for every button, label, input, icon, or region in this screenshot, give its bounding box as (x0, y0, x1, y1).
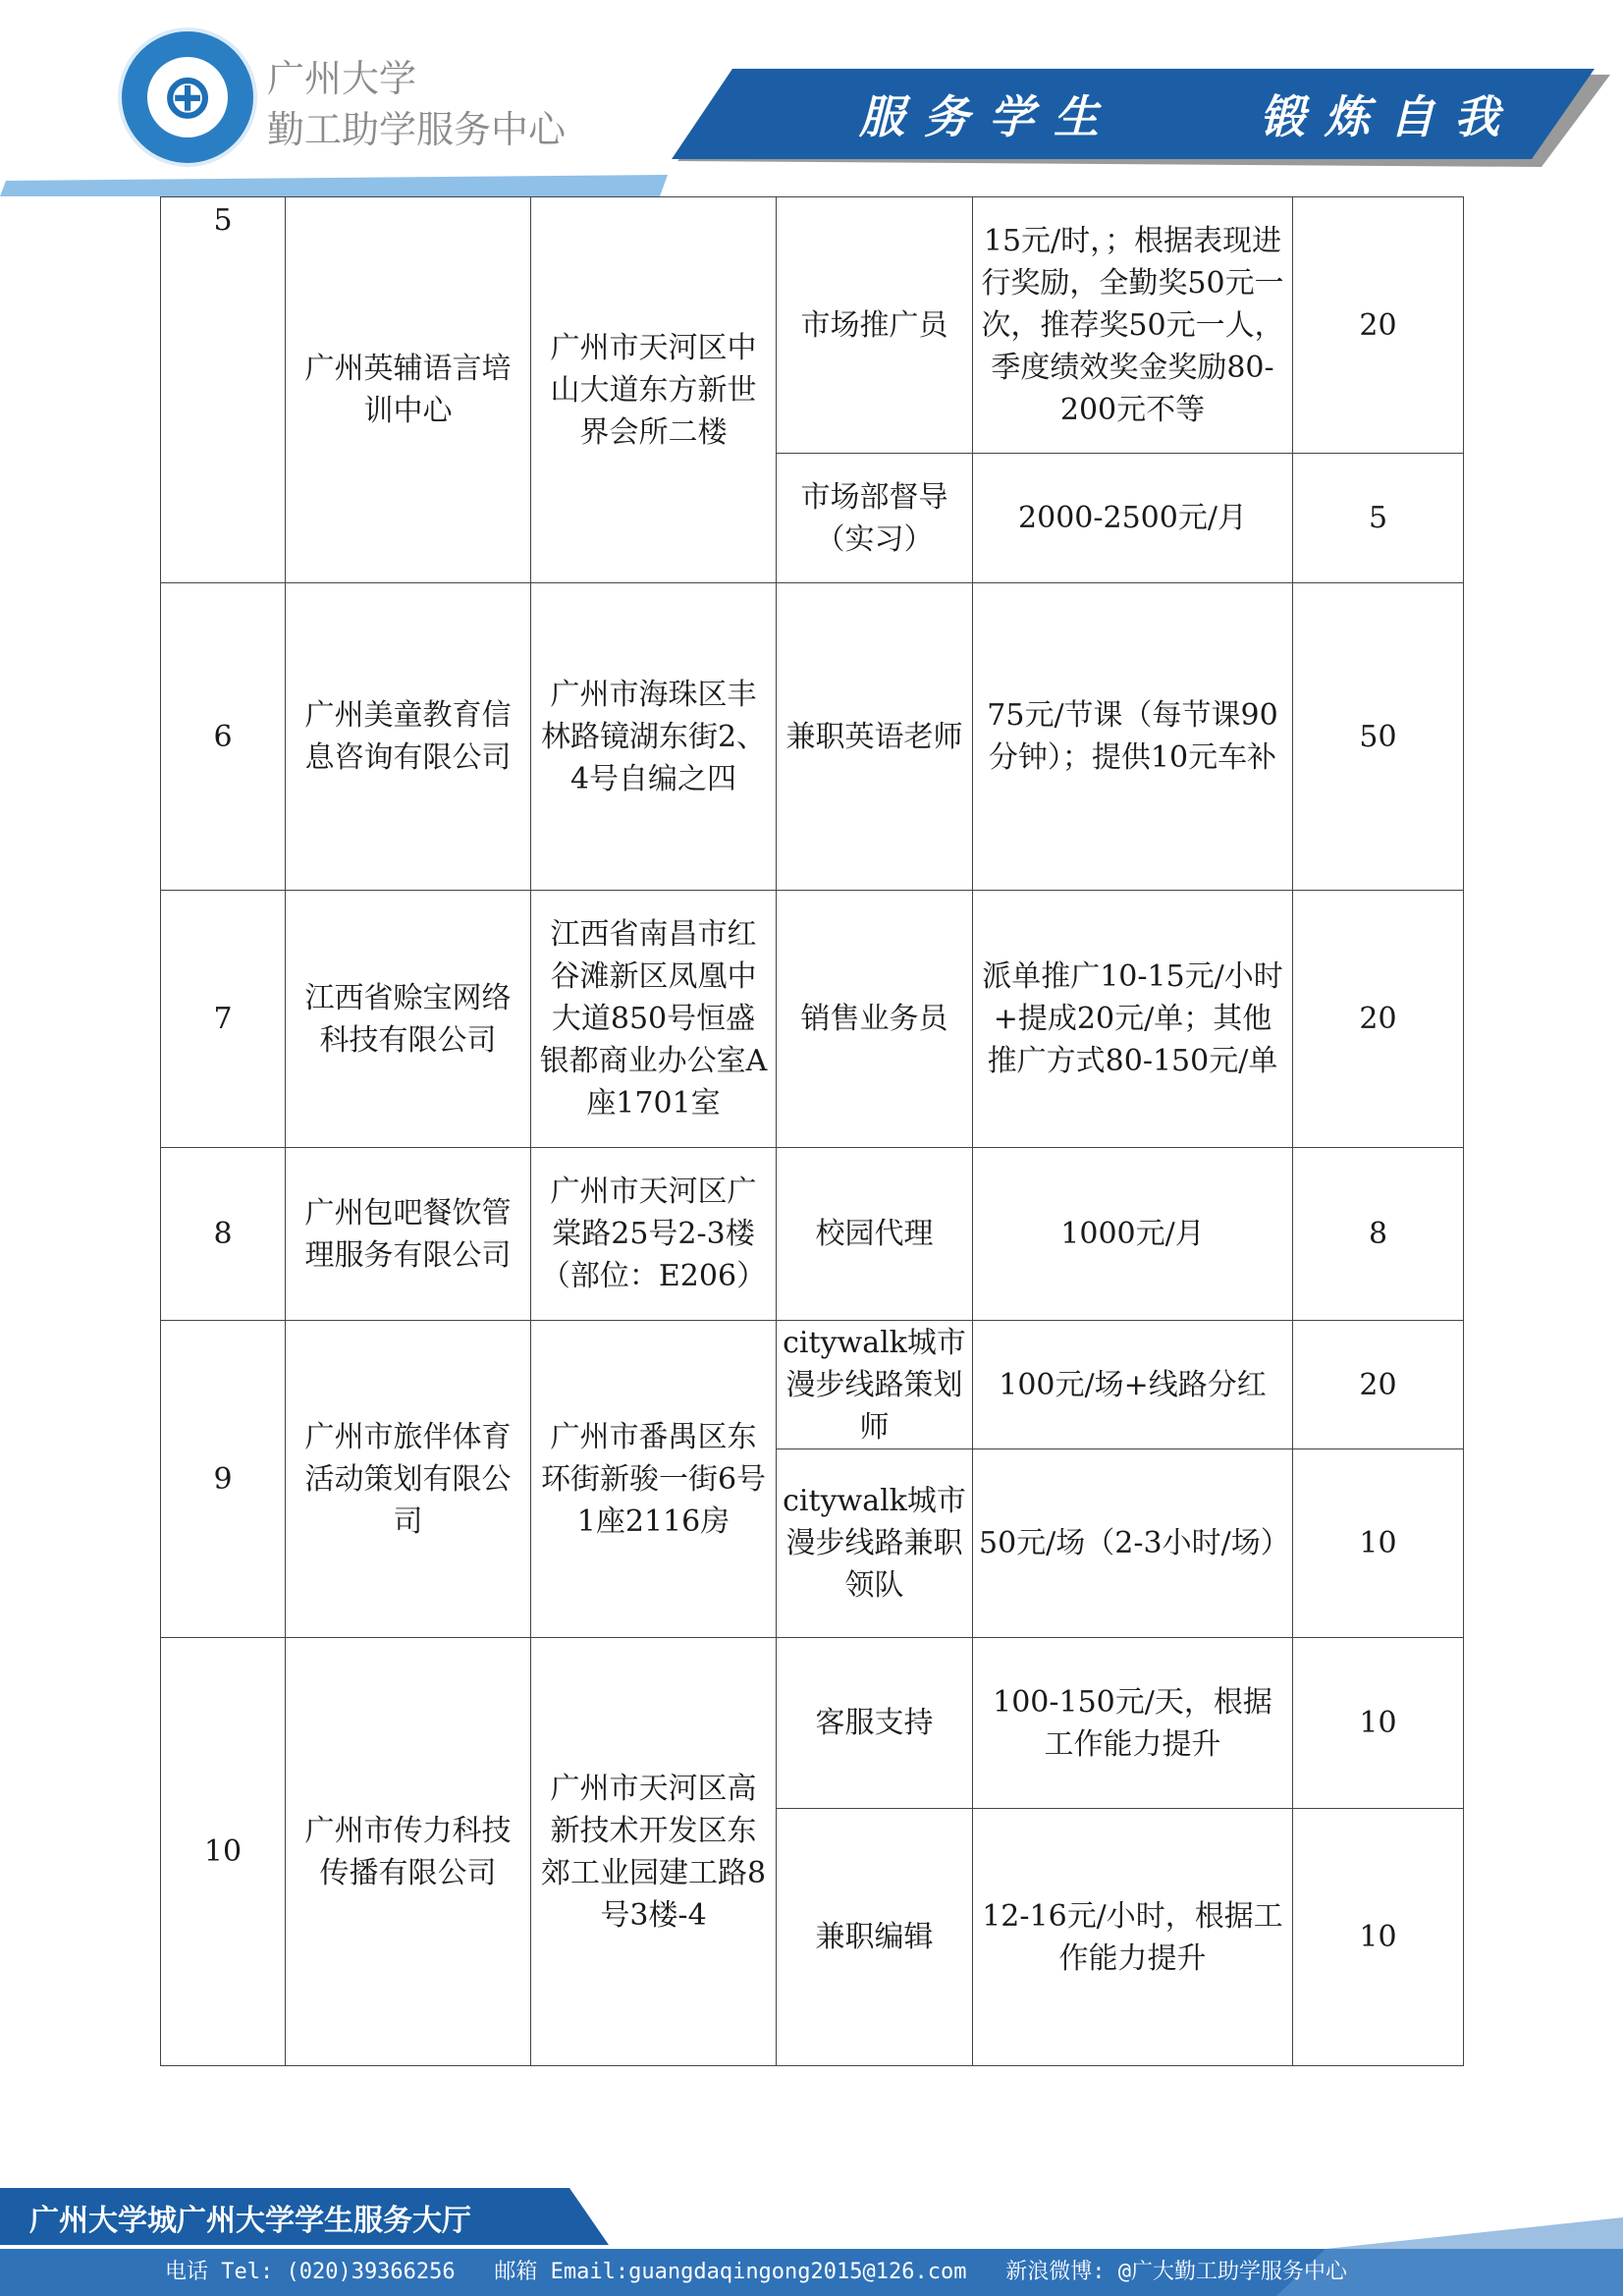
job-pay: 派单推广10-15元/小时+提成20元/单；其他推广方式80-150元/单 (973, 891, 1293, 1148)
job-pay: 1000元/月 (973, 1148, 1293, 1321)
job-count: 5 (1293, 454, 1464, 583)
company-address: 广州市海珠区丰林路镜湖东街2、4号自编之四 (531, 583, 777, 891)
job-position: citywalk城市漫步线路策划师 (777, 1321, 973, 1449)
table-row (161, 1148, 1464, 1321)
job-pay: 100-150元/天，根据工作能力提升 (973, 1638, 1293, 1809)
job-position: 市场推广员 (777, 197, 973, 454)
job-pay: 100元/场+线路分红 (973, 1321, 1293, 1449)
job-count: 20 (1293, 1321, 1464, 1449)
job-count: 8 (1293, 1148, 1464, 1321)
company-address: 广州市天河区广棠路25号2-3楼（部位：E206） (531, 1148, 777, 1321)
slogan: 服务学生 锻炼自我 (859, 90, 1520, 143)
company-address: 广州市天河区中山大道东方新世界会所二楼 (531, 197, 777, 583)
logo-emblem-icon: ⊕ (161, 61, 214, 134)
footer-contact: 电话 Tel: (020)39366256 邮箱 Email:guangdaqingong2015@126.com 新浪微博: @广大勤工助学服务中心 (165, 2260, 1347, 2284)
job-pay: 50元/场（2-3小时/场） (973, 1449, 1293, 1638)
company-name: 广州英辅语言培训中心 (286, 197, 531, 583)
row-number: 9 (161, 1321, 286, 1638)
job-count: 50 (1293, 583, 1464, 891)
university-logo (118, 27, 257, 167)
logo-inner-disc (147, 57, 228, 137)
org-name-line2: 勤工助学服务中心 (267, 108, 567, 151)
org-name-line1: 广州大学 (267, 57, 417, 100)
page-header (0, 0, 1623, 196)
light-blue-stripe (0, 175, 668, 196)
row-number: 8 (161, 1148, 286, 1321)
organization-name (267, 53, 566, 155)
job-position: 兼职编辑 (777, 1809, 973, 2066)
job-pay: 75元/节课（每节课90分钟）；提供10元车补 (973, 583, 1293, 891)
company-address: 广州市番禺区东环街新骏一街6号1座2116房 (531, 1321, 777, 1638)
row-number: 5 (161, 197, 286, 583)
row-number: 6 (161, 583, 286, 891)
page-footer (0, 2188, 1623, 2296)
company-address: 江西省南昌市红谷滩新区凤凰中大道850号恒盛银都商业办公室A座1701室 (531, 891, 777, 1148)
job-pay: 15元/时，；根据表现进行奖励，全勤奖50元一次，推荐奖50元一人，季度绩效奖金奖励80-200元不等 (973, 197, 1293, 454)
job-count: 20 (1293, 197, 1464, 454)
job-pay: 2000-2500元/月 (973, 454, 1293, 583)
table-row (161, 197, 1464, 454)
company-address: 广州市天河区高新技术开发区东郊工业园建工路8号3楼-4 (531, 1638, 777, 2066)
table-row (161, 1321, 1464, 1449)
company-name: 广州市传力科技传播有限公司 (286, 1638, 531, 2066)
job-count: 10 (1293, 1638, 1464, 1809)
job-position: 市场部督导（实习） (777, 454, 973, 583)
company-name: 江西省赊宝网络科技有限公司 (286, 891, 531, 1148)
table-row (161, 583, 1464, 891)
company-name: 广州市旅伴体育活动策划有限公司 (286, 1321, 531, 1638)
job-listing-table (160, 196, 1464, 2066)
job-count: 20 (1293, 891, 1464, 1148)
job-count: 10 (1293, 1809, 1464, 2066)
table-row (161, 1638, 1464, 1809)
job-pay: 12-16元/小时，根据工作能力提升 (973, 1809, 1293, 2066)
job-position: 兼职英语老师 (777, 583, 973, 891)
company-name: 广州包吧餐饮管理服务有限公司 (286, 1148, 531, 1321)
row-number: 10 (161, 1638, 286, 2066)
table-row (161, 891, 1464, 1148)
job-count: 10 (1293, 1449, 1464, 1638)
job-position: 销售业务员 (777, 891, 973, 1148)
company-name: 广州美童教育信息咨询有限公司 (286, 583, 531, 891)
job-position: citywalk城市漫步线路兼职领队 (777, 1449, 973, 1638)
row-number: 7 (161, 891, 286, 1148)
job-position: 客服支持 (777, 1638, 973, 1809)
footer-title: 广州大学城广州大学学生服务大厅 (29, 2204, 471, 2238)
job-position: 校园代理 (777, 1148, 973, 1321)
